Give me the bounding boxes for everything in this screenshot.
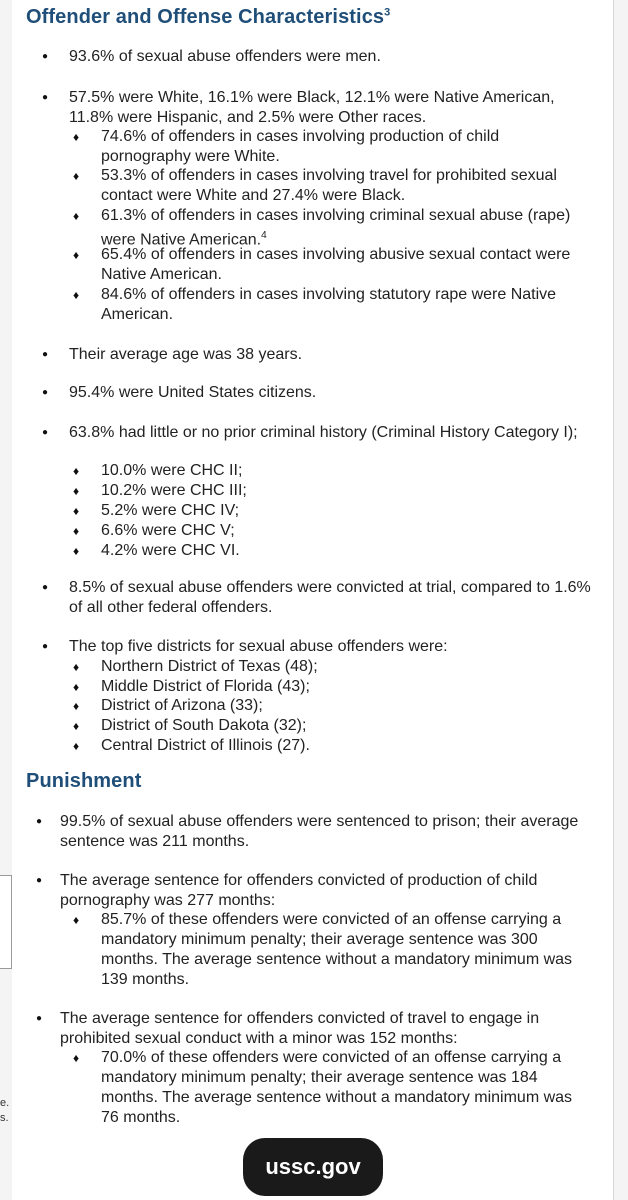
sub-bullet-district: ♦ Central District of Illinois (27). — [101, 736, 591, 756]
edge-text-fragment: e. — [0, 1097, 10, 1109]
sub-bullet-chc: ♦ 5.2% were CHC IV; — [101, 501, 591, 521]
section-heading-punishment: Punishment — [26, 770, 142, 792]
bullet-men: ● 93.6% of sexual abuse offenders were men. — [69, 47, 594, 67]
sub-bullet-travel: ♦ 53.3% of offenders in cases involving travel for prohibited sexual contact were White and 27.4% were Black. — [101, 166, 591, 206]
sub-bullet-chc: ♦ 6.6% were CHC V; — [101, 521, 591, 541]
bullet-prison: ● 99.5% of sexual abuse offenders were sentenced to prison; their average sentence was 211 months. — [60, 812, 585, 852]
sub-bullet-production-minimum: ♦ 85.7% of these offenders were convicted of an offense carrying a mandatory minimum penalty; their average sentence was 300 months. The average sentence without a mandatory minimum was 139 months. — [101, 910, 591, 990]
ussc-link[interactable]: ussc.gov — [243, 1138, 383, 1196]
sub-bullet-abusive-contact: ♦ 65.4% of offenders in cases involving abusive sexual contact were Native American. — [101, 245, 591, 285]
sub-bullet-chc: ♦ 10.2% were CHC III; — [101, 481, 591, 501]
section-heading-offender: Offender and Offense Characteristics$^3$ — [26, 6, 391, 28]
sub-bullet-district: ♦ Middle District of Florida (43); — [101, 677, 591, 697]
sub-bullet-production: ♦ 74.6% of offenders in cases involving production of child pornography were White. — [101, 127, 591, 167]
sub-bullet-chc: ♦ 10.0% were CHC II; — [101, 461, 591, 481]
edge-text-fragment: s. — [0, 1112, 9, 1124]
sub-bullet-district: ♦ Northern District of Texas (48); — [101, 657, 591, 677]
adjacent-page-box — [0, 875, 12, 969]
sub-bullet-travel-minimum: ♦ 70.0% of these offenders were convicted of an offense carrying a mandatory minimum penalty; their average sentence was 184 months. The average sentence without a mandatory minimum was 76 months. — [101, 1048, 591, 1128]
bullet-age: ● Their average age was 38 years. — [69, 345, 594, 365]
bullet-production-sentence: ● The average sentence for offenders convicted of production of child pornography was 277 months: — [60, 871, 585, 911]
bullet-race: ● 57.5% were White, 16.1% were Black, 12.1% were Native American, 11.8% were Hispanic, and 2.5% were Other races. — [69, 88, 594, 128]
sub-bullet-district: ♦ District of Arizona (33); — [101, 696, 591, 716]
sub-bullet-rape: ♦ 61.3% of offenders in cases involving criminal sexual abuse (rape) were Native American.$^4$ — [101, 206, 591, 250]
sub-bullet-chc: ♦ 4.2% were CHC VI. — [101, 541, 591, 561]
bullet-citizens: ● 95.4% were United States citizens. — [69, 383, 594, 403]
sub-bullet-district: ♦ District of South Dakota (32); — [101, 716, 591, 736]
bullet-districts: ● The top five districts for sexual abuse offenders were: — [69, 637, 594, 657]
bullet-trial: ● 8.5% of sexual abuse offenders were convicted at trial, compared to 1.6% of all other federal offenders. — [69, 578, 594, 618]
bullet-criminal-history: ● 63.8% had little or no prior criminal history (Criminal History Category I); — [69, 423, 594, 443]
sub-bullet-statutory: ♦ 84.6% of offenders in cases involving statutory rape were Native American. — [101, 285, 591, 325]
bullet-travel-sentence: ● The average sentence for offenders convicted of travel to engage in prohibited sexual conduct with a minor was 152 months: — [60, 1009, 585, 1049]
